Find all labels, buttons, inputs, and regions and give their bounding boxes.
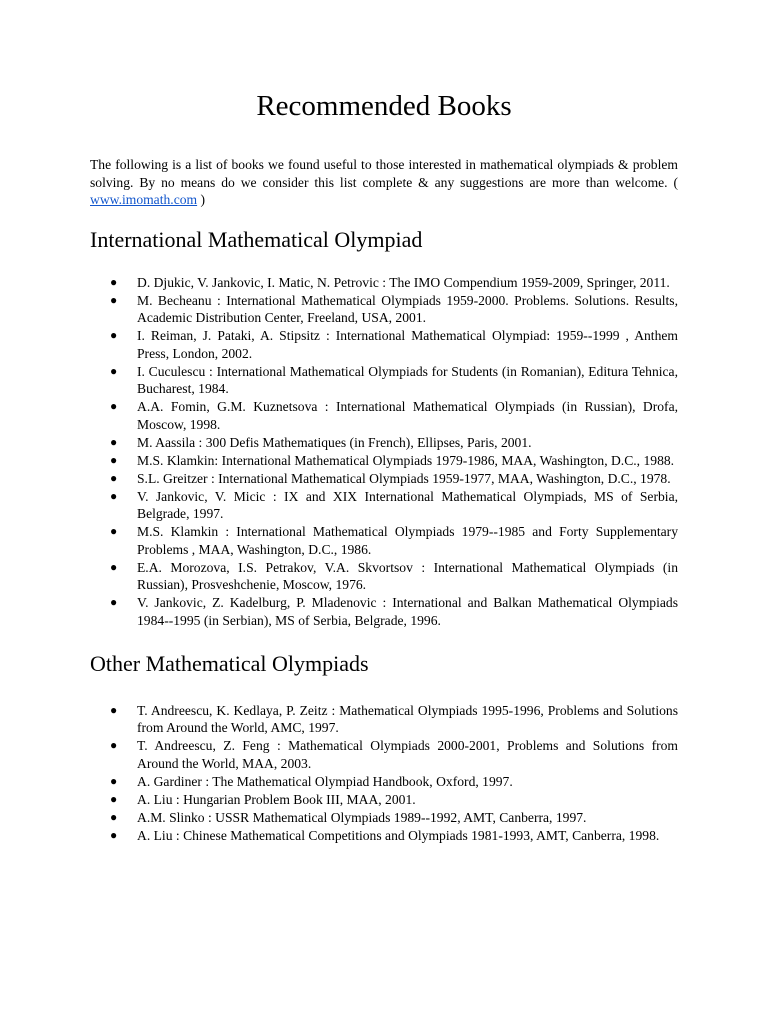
bullet-icon: ●: [110, 791, 118, 806]
bullet-icon: ●: [110, 595, 118, 609]
list-item: ● A. Liu : Hungarian Problem Book III, MAA, 2001.: [110, 791, 416, 807]
imomath-link[interactable]: www.imomath.com: [90, 192, 198, 207]
bullet-icon: ●: [110, 363, 118, 378]
bullet-icon: ●: [110, 399, 118, 413]
bullet-icon: ●: [110, 559, 118, 574]
list-item: ● I. Cuculescu : International Mathematical Olympiads for Students (in Romanian), Editura Tehnica, Bucharest, 1984.: [110, 363, 678, 396]
list-item: ● T. Andreescu, K. Kedlaya, P. Zeitz : Mathematical Olympiads 1995-1996, Problems and Solutions from Around the World, AMC, 1997.: [110, 702, 678, 735]
bullet-icon: ●: [110, 827, 118, 842]
list-item: ● A.A. Fomin, G.M. Kuznetsova : International Mathematical Olympiads (in Russian), Drofa, Moscow, 1998.: [110, 399, 678, 432]
book-list-other: [90, 702, 678, 845]
list-item: ● M.S. Klamkin: International Mathematical Olympiads 1979-1986, MAA, Washington, D.C., 1988.: [110, 452, 675, 468]
bullet-icon: ●: [110, 470, 118, 485]
intro-paragraph: [90, 156, 678, 209]
section-heading-other: Other Mathematical Olympiads: [90, 650, 369, 676]
bullet-icon: ●: [110, 488, 118, 503]
list-item: ● A. Gardiner : The Mathematical Olympiad Handbook, Oxford, 1997.: [110, 773, 513, 789]
list-item: ● A.M. Slinko : USSR Mathematical Olympiads 1989--1992, AMT, Canberra, 1997.: [110, 809, 587, 825]
bullet-icon: ●: [110, 809, 118, 824]
bullet-icon: ●: [110, 292, 118, 307]
section-heading-imo: International Mathematical Olympiad: [90, 226, 423, 252]
list-item: ● S.L. Greitzer : International Mathematical Olympiads 1959-1977, MAA, Washington, D.C., 1978.: [110, 470, 671, 486]
bullet-icon: ●: [110, 328, 118, 342]
list-item: ● E.A. Morozova, I.S. Petrakov, V.A. Skvortsov : International Mathematical Olympiads (in Russian), Prosveshchenie, Moscow, 1976.: [110, 559, 678, 592]
bullet-icon: ●: [110, 702, 118, 717]
list-item: ● A. Liu : Chinese Mathematical Competitions and Olympiads 1981-1993, AMT, Canberra, 1998.: [110, 827, 660, 843]
list-item: ● I. Reiman, J. Pataki, A. Stipsitz : International Mathematical Olympiad: 1959--1999 , Anthem Press, London, 2002.: [110, 328, 678, 361]
page-title: Recommended Books: [256, 90, 512, 122]
list-item: ● M.S. Klamkin : International Mathematical Olympiads 1979--1985 and Forty Supplementary Problems , MAA, Washington, D.C., 1986.: [110, 524, 678, 557]
bullet-icon: ●: [110, 524, 118, 538]
list-item: ● M. Becheanu : International Mathematical Olympiads 1959-2000. Problems. Solutions. Results, Academic Distribution Center, Freeland, USA, 2001.: [110, 292, 678, 325]
section-spacer: [90, 630, 678, 650]
bullet-icon: ●: [110, 773, 118, 788]
list-item: ● V. Jankovic, Z. Kadelburg, P. Mladenovic : International and Balkan Mathematical Olympiads 1984--1995 (in Serbian), MS of Serbia, Belgrade, 1996.: [110, 595, 678, 628]
intro-text: The following is a list of books we found useful to those interested in mathematical olympiads & problem solving. By no means do we consider this list complete & any suggestions are more than welcome. (: [90, 157, 678, 190]
bullet-icon: ●: [110, 738, 118, 752]
bullet-icon: ●: [110, 274, 118, 289]
book-list-imo: [90, 274, 678, 630]
list-item: ● V. Jankovic, V. Micic : IX and XIX International Mathematical Olympiads, MS of Serbia, Belgrade, 1997.: [110, 488, 678, 521]
list-item: ● T. Andreescu, Z. Feng : Mathematical Olympiads 2000-2001, Problems and Solutions from Around the World, MAA, 2003.: [110, 738, 678, 771]
list-item: ● D. Djukic, V. Jankovic, I. Matic, N. Petrovic : The IMO Compendium 1959-2009, Springer, 2011.: [110, 274, 670, 290]
intro-close: ): [197, 192, 206, 207]
bullet-icon: ●: [110, 452, 118, 467]
bullet-icon: ●: [110, 434, 118, 449]
list-item: ● M. Aassila : 300 Defis Mathematiques (in French), Ellipses, Paris, 2001.: [110, 434, 532, 450]
